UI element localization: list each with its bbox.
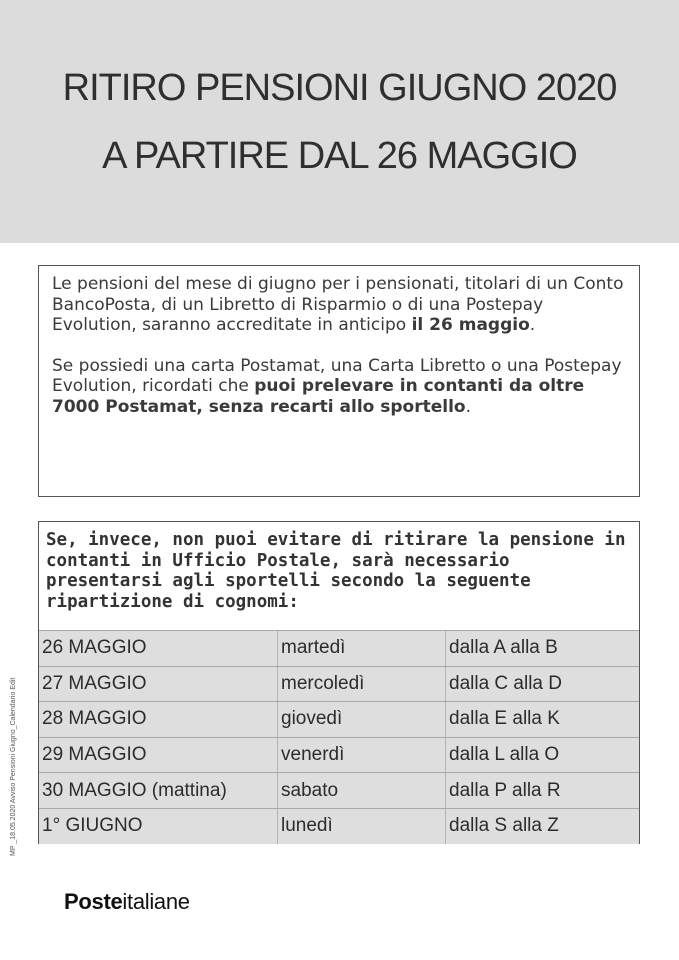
row-day: mercoledì: [277, 667, 445, 702]
row-day: lunedì: [277, 809, 445, 844]
schedule-intro: Se, invece, non puoi evitare di ritirare la pensione in contanti in Ufficio Postale, sarà necessario presentarsi agli sportelli secondo la seguente ripartizione di cognomi:: [46, 530, 626, 612]
table-row: [39, 808, 639, 844]
info-box: [38, 265, 640, 497]
row-day: giovedì: [277, 702, 445, 737]
row-date: 26 MAGGIO: [42, 637, 147, 659]
row-range: dalla C alla D: [445, 667, 639, 702]
schedule-table: [39, 630, 639, 844]
row-range: dalla S alla Z: [445, 809, 639, 844]
poste-italiane-logo: Posteitaliane: [64, 889, 190, 914]
schedule-box: [38, 521, 640, 844]
table-row: [39, 630, 639, 666]
title-banner: [0, 0, 679, 243]
row-day: martedì: [277, 631, 445, 666]
row-date: 1° GIUGNO: [42, 815, 143, 837]
row-day: sabato: [277, 773, 445, 808]
row-range: dalla A alla B: [445, 631, 639, 666]
table-row: [39, 737, 639, 773]
info-paragraph-2: Se possiedi una carta Postamat, una Carta Libretto o una Postepay Evolution, ricordati che puoi prelevare in contanti da oltre 7000 Postamat, senza recarti allo sportello.: [52, 355, 622, 417]
row-date: 30 MAGGIO (mattina): [42, 779, 227, 801]
row-date: 29 MAGGIO: [42, 744, 147, 766]
postamat-note: puoi prelevare in contanti da oltre 7000 Postamat, senza recarti allo sportello: [52, 376, 585, 417]
row-date: 27 MAGGIO: [42, 672, 147, 694]
row-range: dalla P alla R: [445, 773, 639, 808]
title-line-2: A PARTIRE DAL 26 MAGGIO: [102, 135, 577, 177]
row-date: 28 MAGGIO: [42, 708, 147, 730]
document-code-note: MP _18.05.2020 Avviso Pensioni Giugno_Calendario Edit: [10, 677, 17, 856]
table-row: [39, 772, 639, 808]
row-day: venerdì: [277, 738, 445, 773]
row-range: dalla E alla K: [445, 702, 639, 737]
table-row: [39, 701, 639, 737]
accredit-date: il 26 maggio: [411, 315, 530, 336]
info-paragraph-1: Le pensioni del mese di giugno per i pensionati, titolari di un Conto BancoPosta, di un Libretto di Risparmio o di una Postepay Evolution, saranno accreditate in anticipo il 26 maggio.: [52, 274, 624, 336]
title-line-1: RITIRO PENSIONI GIUGNO 2020: [62, 67, 617, 109]
table-row: [39, 666, 639, 702]
row-range: dalla L alla O: [445, 738, 639, 773]
